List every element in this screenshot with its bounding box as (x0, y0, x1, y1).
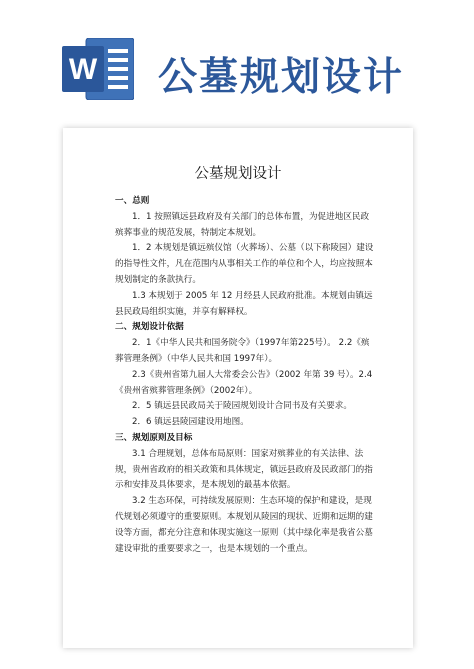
paragraph: 1．2 本规划是镇远殡仪馆（火葬场）、公墓（以下称陵园）建设的指导性文件，凡在范围内从事相关工作的单位和个人，均应按照本规划制定的条款执行。 (115, 243, 374, 285)
paragraph: 3.2 生态环保，可持续发展原则：生态环境的保护和建设，是现代规划必须遵守的重要原则。本规划从陵园的现状、近期和远期的建设等方面，都充分注意和体现实施这一原则（其中绿化率是我省公墓建设审批的重要要求之一，也是本规划的一个重点。 (115, 496, 373, 554)
paragraph: 1.3 本规划于 2005 年 12 月经县人民政府批准。本规划由镇远县民政局组织实施，并享有解释权。 (115, 290, 373, 317)
paragraph: 2.3《贵州省第九届人大常委会公告》（2002 年第 39 号）。2.4《贵州省殡葬管理条例》（2002年）。 (115, 369, 373, 396)
section-heading: 二、规划设计依据 (115, 322, 184, 333)
section-heading: 三、规划原则及目标 (115, 432, 193, 443)
paragraph: 2．6 镇远县陵园建设用地图。 (132, 417, 249, 428)
paragraph: 3.1 合理规划，总体布局原则：国家对殡葬业的有关法律、法规，贵州省政府的相关政策和具体规定，镇远县政府及民政部门的指示和安排及具体要求，是本规划的最基本依据。 (115, 448, 373, 491)
paragraph: 2．5 镇远县民政局关于陵园规划设计合同书及有关要求。 (132, 401, 352, 412)
document-body (115, 194, 377, 557)
paragraph: 1．1 按照镇远县政府及有关部门的总体布置，为促进地区民政殡葬事业的规范发展，特制定本规划。 (115, 211, 370, 238)
page-header (0, 0, 474, 120)
paragraph: 2．1《中华人民共和国务院令》（1997年第225号）。 2.2《殡葬管理条例》（中华人民共和国 1997年）。 (115, 338, 370, 364)
word-document-icon (62, 38, 134, 100)
header-title: 公墓规划设计 (158, 55, 405, 100)
section-heading: 一、总则 (115, 196, 150, 206)
word-icon-letter: W (68, 53, 98, 86)
document-title: 公墓规划设计 (194, 166, 282, 182)
document-page (63, 128, 413, 648)
